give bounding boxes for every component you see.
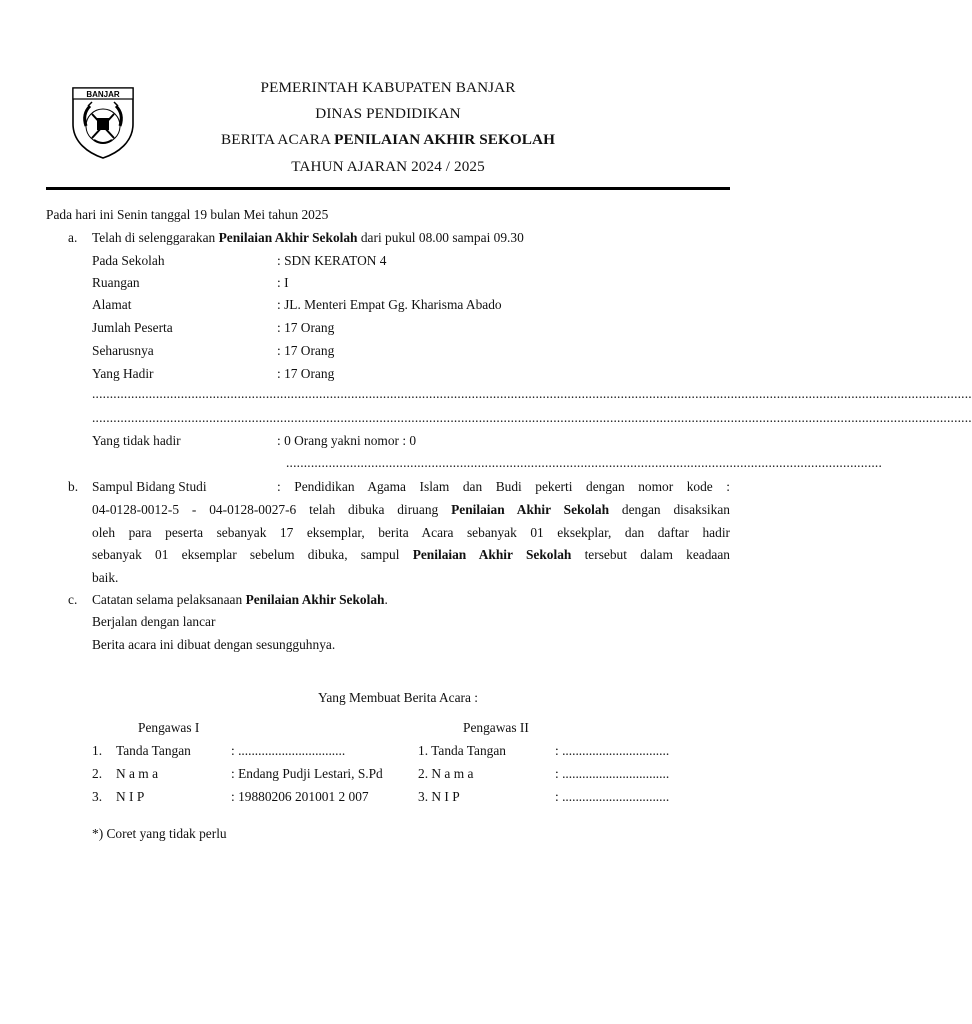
header-title-bold: PENILAIAN AKHIR SEKOLAH bbox=[334, 131, 556, 148]
item-c-post: . bbox=[384, 592, 388, 607]
signer-2-row-1-label: 1. Tanda Tangan bbox=[418, 743, 506, 758]
signatures-heading: Yang Membuat Berita Acara : bbox=[318, 690, 479, 705]
signer-1-row-2-num: 2. bbox=[92, 766, 103, 781]
field-value-school: : SDN KERATON 4 bbox=[277, 253, 387, 268]
item-b-line-4-bold: Penilaian Akhir Sekolah bbox=[412, 547, 572, 562]
item-b-label: Sampul Bidang Studi bbox=[92, 479, 207, 494]
field-label-participants: Jumlah Peserta bbox=[92, 320, 173, 335]
item-b-line-5: baik. bbox=[92, 570, 119, 585]
signer-2-name-value: : ................................ bbox=[555, 766, 670, 781]
signer-2-nip-value: : ................................ bbox=[555, 789, 670, 804]
dotted-fill-line: ........................................................................................................................................................................ bbox=[286, 455, 883, 470]
item-a-post: dari pukul 08.00 sampai 09.30 bbox=[357, 230, 524, 245]
field-value-expected: : 17 Orang bbox=[277, 343, 335, 358]
field-label-present: Yang Hadir bbox=[92, 366, 154, 381]
signer-1-row-3-label: N I P bbox=[116, 789, 145, 804]
field-value-room: : I bbox=[277, 275, 289, 290]
item-c-note-1: Berjalan dengan lancar bbox=[92, 614, 216, 629]
signer-2-row-2-label: 2. N a m a bbox=[418, 766, 474, 781]
item-b-line-4-pre: sebanyak 01 eksemplar sebelum dibuka, sampul bbox=[92, 547, 413, 562]
signer-1-nip-value: : 19880206 201001 2 007 bbox=[231, 789, 369, 804]
field-label-expected: Seharusnya bbox=[92, 343, 154, 358]
header-title-prefix: BERITA ACARA bbox=[220, 131, 335, 148]
item-b-line-2-bold: Penilaian Akhir Sekolah bbox=[451, 502, 610, 517]
intro-text: Pada hari ini Senin tanggal 19 bulan Mei tahun 2025 bbox=[46, 207, 329, 222]
field-label-absent: Yang tidak hadir bbox=[92, 433, 181, 448]
field-label-school: Pada Sekolah bbox=[92, 253, 165, 268]
signer-1-name-value: : Endang Pudji Lestari, S.Pd bbox=[231, 766, 383, 781]
item-c-pre: Catatan selama pelaksanaan bbox=[92, 592, 246, 607]
signer-1-signature-value: : ................................ bbox=[231, 743, 346, 758]
signer-1-row-3-num: 3. bbox=[92, 789, 103, 804]
item-b-line-2 bbox=[92, 502, 730, 518]
signer-2-signature-value: : ................................ bbox=[555, 743, 670, 758]
item-b-marker: b. bbox=[68, 479, 79, 494]
signer-1-row-2-label: N a m a bbox=[116, 766, 159, 781]
header-line-year: TAHUN AJARAN 2024 / 2025 bbox=[291, 158, 485, 175]
field-label-room: Ruangan bbox=[92, 275, 140, 290]
item-c-note-2: Berita acara ini dibuat dengan sesungguhnya. bbox=[92, 637, 336, 652]
item-b-line-4 bbox=[92, 547, 730, 563]
signer-2-row-3-label: 3. N I P bbox=[418, 789, 460, 804]
signer-1-row-1-num: 1. bbox=[92, 743, 103, 758]
item-c-text bbox=[92, 592, 388, 608]
item-c-bold: Penilaian Akhir Sekolah bbox=[245, 592, 385, 607]
field-value-participants: : 17 Orang bbox=[277, 320, 335, 335]
footnote: *) Coret yang tidak perlu bbox=[92, 826, 227, 841]
field-value-present: : 17 Orang bbox=[277, 366, 335, 381]
item-a-marker: a. bbox=[68, 230, 78, 245]
header-line-department: DINAS PENDIDIKAN bbox=[315, 105, 461, 122]
header-divider bbox=[46, 187, 730, 190]
dotted-fill-line: ........................................................................................................................................................................................................................................................ bbox=[92, 386, 972, 401]
item-a-text bbox=[92, 230, 524, 246]
field-label-address: Alamat bbox=[92, 297, 132, 312]
item-a-bold: Penilaian Akhir Sekolah bbox=[218, 230, 358, 245]
item-b-line-2-pre: 04-0128-0012-5 - 04-0128-0027-6 telah dibuka diruang bbox=[92, 502, 452, 517]
item-c-marker: c. bbox=[68, 592, 78, 607]
dotted-fill-line: ........................................................................................................................................................................................................................................................ bbox=[92, 410, 972, 425]
field-value-address: : JL. Menteri Empat Gg. Kharisma Abado bbox=[277, 297, 502, 312]
item-b-line-3: oleh para peserta sebanyak 17 eksemplar, berita Acara sebanyak 01 eksekplar, dan daftar hadir bbox=[92, 525, 730, 540]
item-a-pre: Telah di selenggarakan bbox=[92, 230, 219, 245]
logo-text: BANJAR bbox=[86, 90, 120, 99]
item-b-value: : Pendidikan Agama Islam dan Budi pekerti dengan nomor kode : bbox=[277, 479, 730, 494]
signer-2-title: Pengawas II bbox=[463, 720, 529, 735]
item-b-line-2-post: dengan disaksikan bbox=[609, 502, 730, 517]
header-line-government: PEMERINTAH KABUPATEN BANJAR bbox=[260, 79, 516, 96]
signer-1-title: Pengawas I bbox=[138, 720, 200, 735]
field-value-absent: : 0 Orang yakni nomor : 0 bbox=[277, 433, 417, 448]
signer-1-row-1-label: Tanda Tangan bbox=[116, 743, 191, 758]
header-line-title bbox=[0, 131, 776, 149]
item-b-line-4-post: tersebut dalam keadaan bbox=[571, 547, 730, 562]
